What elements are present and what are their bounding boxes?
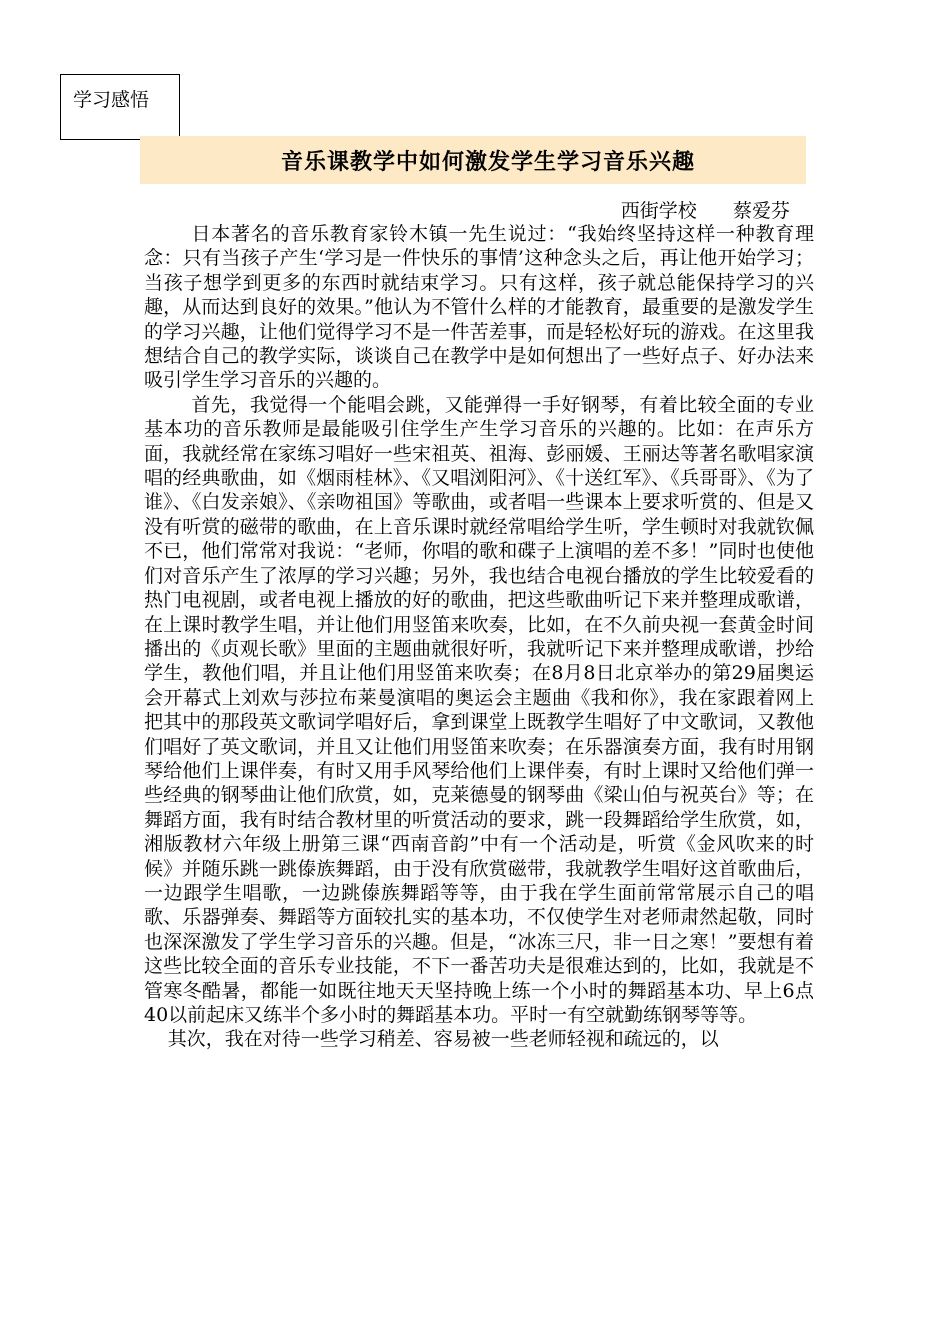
author-line [621,196,790,223]
section-tag-label: 学习感悟 [73,89,150,111]
paragraph-first: 首先，我觉得一个能唱会跳，又能弹得一手好钢琴，有着比较全面的专业基本功的音乐教师是最能吸引住学生产生学习音乐的兴趣的。比如：在声乐方面，我就经常在家练习唱好一些宋祖英、祖海、彭丽媛、王丽达等著名歌唱家演唱的经典歌曲，如《烟雨桂林》、《又唱浏阳河》、《十送红军》、《兵哥哥》、《为了谁》、《白发亲娘》、《亲吻祖国》等歌曲，或者唱一些课本上要求听赏的、但是又没有听赏的磁带的歌曲，在上音乐课时就经常唱给学生听，学生顿时对我就钦佩不已，他们常常对我说：“老师，你唱的歌和碟子上演唱的差不多！”同时也使他们对音乐产生了浓厚的学习兴趣；另外，我也结合电视台播放的学生比较爱看的热门电视剧，或者电视上播放的好的歌曲，把这些歌曲听记下来并整理成歌谱，在上课时教学生唱，并让他们用竖笛来吹奏，比如，在不久前央视一套黄金时间播出的《贞观长歌》里面的主题曲就很好听，我就听记下来并整理成歌谱，抄给学生，教他们唱，并且让他们用竖笛来吹奏；在8月8日北京举办的第29届奥运会开幕式上刘欢与莎拉布莱曼演唱的奥运会主题曲《我和你》，我在家跟着网上把其中的那段英文歌词学唱好后，拿到课堂上既教学生唱好了中文歌词，又教他们唱好了英文歌词，并且又让他们用竖笛来吹奏；在乐器演奏方面，我有时用钢琴给他们上课伴奏，有时又用手风琴给他们上课伴奏，有时上课时又给他们弹一些经典的钢琴曲让他们欣赏，如，克莱德曼的钢琴曲《梁山伯与祝英台》等；在舞蹈方面，我有时结合教材里的听赏活动的要求，跳一段舞蹈给学生欣赏，如，湘版教材六年级上册第三课“西南音韵”中有一个活动是，听赏《金风吹来的时候》并随乐跳一跳傣族舞蹈，由于没有欣赏磁带，我就教学生唱好这首歌曲后，一边跟学生唱歌，一边跳傣族舞蹈等等，由于我在学生面前常常展示自己的唱歌、乐器弹奏、舞蹈等方面较扎实的基本功，不仅使学生对老师肃然起敬，同时也深深激发了学生学习音乐的兴趣。但是，“冰冻三尺，非一日之寒！”要想有着这些比较全面的音乐专业技能，不下一番苦功夫是很难达到的，比如，我就是不管寒冬酷暑，都能一如既往地天天坚持晚上练一个小时的舞蹈基本功、早上6点40以前起床又练半个多小时的舞蹈基本功。平时一有空就勤练钢琴等等。 [144,393,814,1026]
paragraph-intro: 日本著名的音乐教育家铃木镇一先生说过：“我始终坚持这样一种教育理念：只有当孩子产生‘学习是一件快乐的事情’这种念头之后，再让他开始学习；当孩子想学到更多的东西时就结束学习。只有这样，孩子就总能保持学习的兴趣，从而达到良好的效果。”他认为不管什么样的才能教育，最重要的是激发学生的学习兴趣，让他们觉得学习不是一件苦差事，而是轻松好玩的游戏。在这里我想结合自己的教学实际，谈谈自己在教学中是如何想出了一些好点子、好办法来吸引学生学习音乐的兴趣的。 [144,223,814,392]
title-band [140,136,806,184]
author-name: 蔡爱芬 [732,200,790,222]
paragraph-second: 其次，我在对待一些学习稍差、容易被一些老师轻视和疏远的，以 [167,1028,719,1051]
article-title: 音乐课教学中如何激发学生学习音乐兴趣 [280,148,695,175]
author-school: 西街学校 [620,200,697,222]
article-body [144,222,814,1052]
section-tag-box [60,74,180,140]
